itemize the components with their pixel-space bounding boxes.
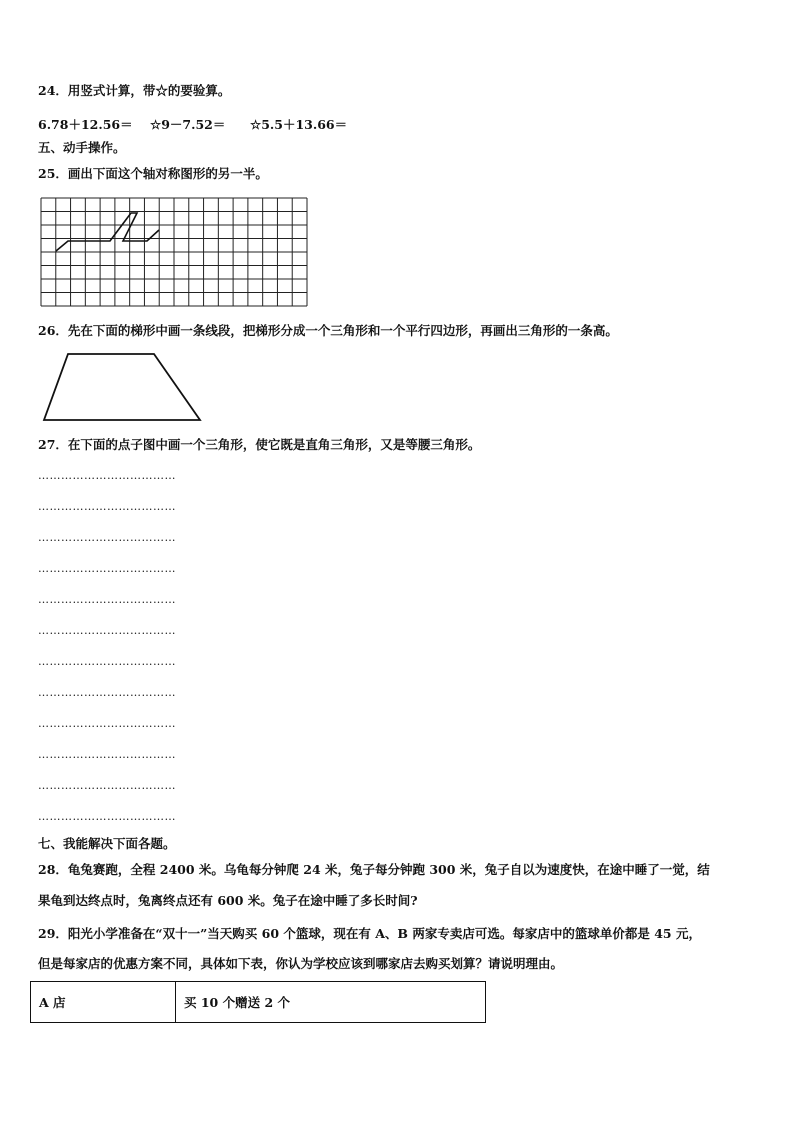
q26-title: 26．先在下面的梯形中画一条线段，把梯形分成一个三角形和一个平行四边形，再画出三角形的一条高。 [38,323,618,338]
half-figure-outline [56,213,159,251]
q24-expr-1: 6.78＋12.56＝ [38,117,133,132]
trapezoid-figure[interactable] [42,352,206,424]
q24-title: 24．用竖式计算，带☆的要验算。 [38,83,231,98]
table-row [31,982,486,1023]
symmetry-grid-figure[interactable] [40,196,308,308]
dot-row: ……………………………… [38,562,176,575]
store-offer-cell: 买 10 个赠送 2 个 [176,982,486,1023]
store-offer-table [30,981,486,1023]
q28-line-2: 果龟到达终点时，兔离终点还有 600 米。兔子在途中睡了多长时间? [38,893,418,908]
dot-row: ……………………………… [38,531,176,544]
dot-row: ……………………………… [38,593,176,606]
dot-row: ……………………………… [38,500,176,513]
dot-row: ……………………………… [38,717,176,730]
q29-line-2: 但是每家店的优惠方案不同，具体如下表，你认为学校应该到哪家店去购买划算？请说明理由。 [38,956,564,971]
dot-row: ……………………………… [38,624,176,637]
dot-row: ……………………………… [38,469,176,482]
dot-row: ……………………………… [38,686,176,699]
q24-expr-2: ☆9－7.52＝ [150,117,226,132]
dot-row: ……………………………… [38,655,176,668]
q25-title: 25．画出下面这个轴对称图形的另一半。 [38,166,268,181]
store-name-cell: A 店 [31,982,176,1023]
q24-expr-3: ☆5.5＋13.66＝ [250,117,348,132]
q27-title: 27．在下面的点子图中画一个三角形，使它既是直角三角形，又是等腰三角形。 [38,437,481,452]
q28-line-1: 28．龟兔赛跑，全程 2400 米。乌龟每分钟爬 24 米，兔子每分钟跑 300 米，兔子自以为速度快，在途中睡了一觉，结 [38,862,710,877]
q29-line-1: 29．阳光小学准备在“双十一”当天购买 60 个篮球，现在有 A、B 两家专卖店可选。每家店中的篮球单价都是 45 元， [38,926,701,941]
section-7-heading: 七、我能解决下面各题。 [38,836,176,851]
dot-row: ……………………………… [38,810,176,823]
dot-row: ……………………………… [38,779,176,792]
dot-row: ……………………………… [38,748,176,761]
section-5-heading: 五、动手操作。 [38,140,126,155]
